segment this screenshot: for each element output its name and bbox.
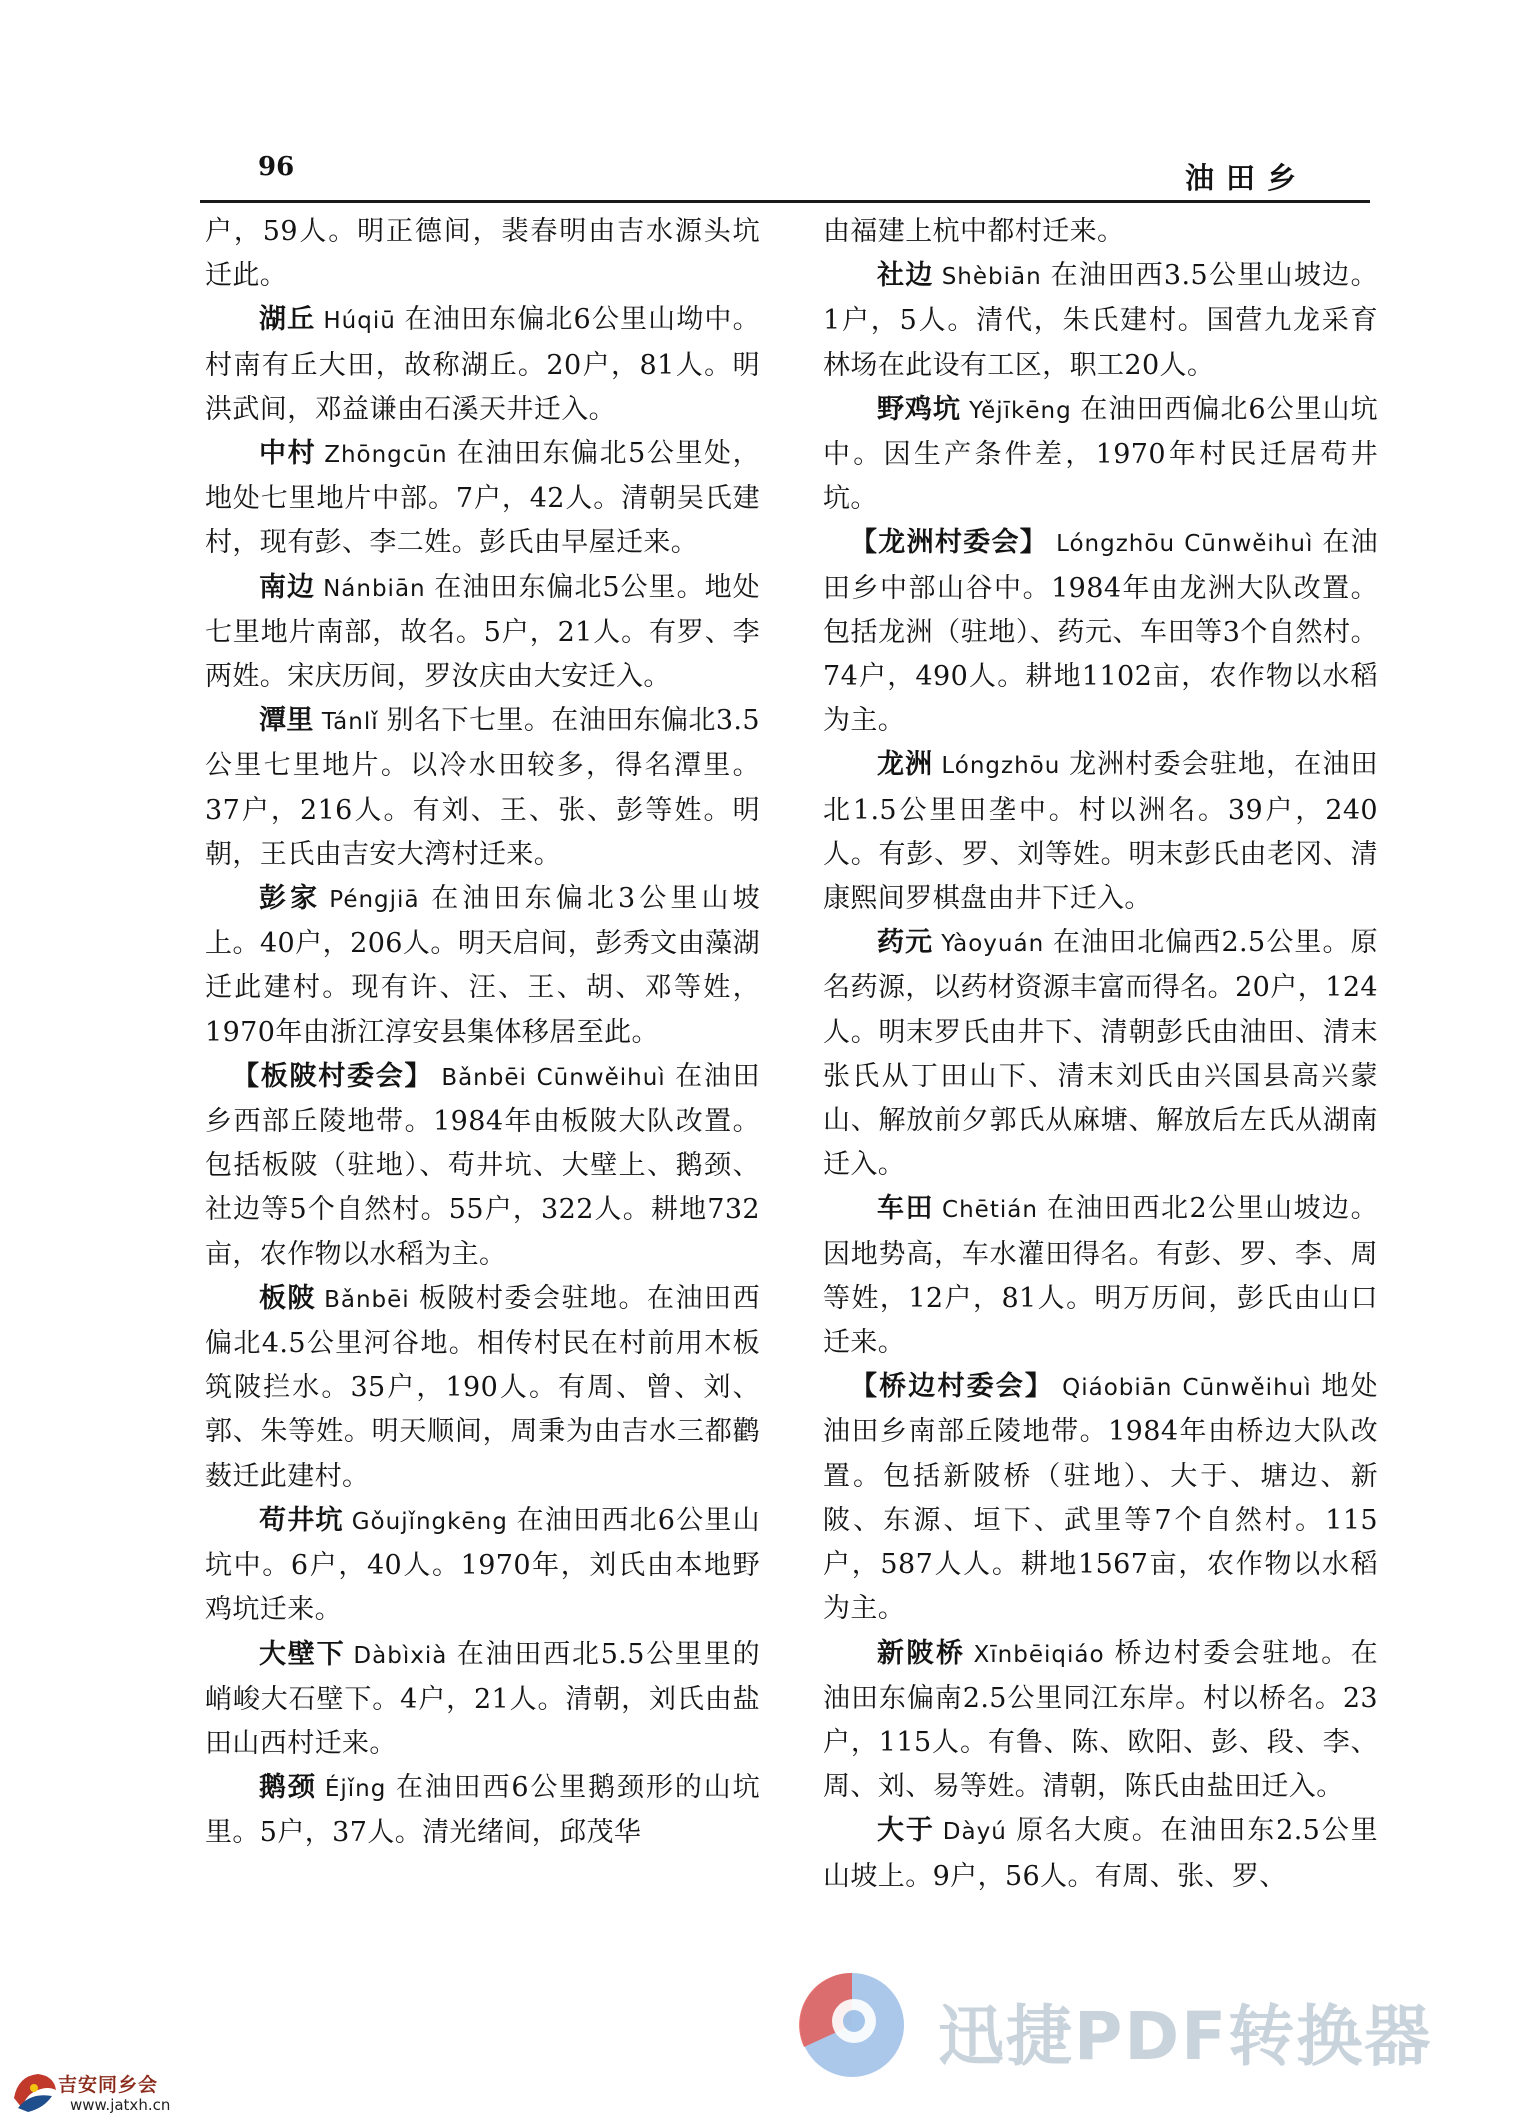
- entry-pinyin: Tánlǐ: [321, 709, 379, 736]
- entry-text: 板陂村委会驻地。在油田西偏北4.5公里河谷地。相传村民在村前用木板筑陂拦水。35户，190人。有周、曾、刘、郭、朱等姓。明天顺间，周秉为由吉水三都鹳薮迁此建村。: [205, 1282, 760, 1492]
- entry-term: 新陂桥: [877, 1637, 966, 1669]
- entry-term: 大壁下: [259, 1638, 346, 1670]
- village-entry: [205, 432, 760, 566]
- entry-text: 地处油田乡南部丘陵地带。1984年由桥边大队改置。包括新陂桥（驻地）、大于、塘边、新陂、东源、垣下、武里等7个自然村。115户，587人人。耕地1567亩，农作物以水稻为主。: [823, 1371, 1378, 1625]
- entry-text: 在油田西北6公里山坑中。6户，40人。1970年，刘氏由本地野鸡坑迁来。: [205, 1504, 761, 1626]
- entry-text: 在油田乡西部丘陵地带。1984年由板陂大队改置。包括板陂（驻地）、苟井坑、大壁上、鹅颈、社边等5个自然村。55户，322人。耕地732亩，农作物以水稻为主。: [205, 1060, 760, 1270]
- entry-text: 原名大庾。在油田东2.5公里山坡上。9户，56人。有周、张、罗、: [823, 1815, 1378, 1892]
- village-entry: [205, 1277, 760, 1499]
- entry-pinyin: Bǎnbēi: [324, 1286, 410, 1313]
- entry-pinyin: Bǎnbēi Cūnwěihuì: [441, 1064, 666, 1091]
- entry-text: 在油田东偏北6公里山坳中。村南有丘大田，故称湖丘。20户，81人。明洪武间，邓益谦由石溪天井迁入。: [205, 304, 760, 425]
- entry-term: 潭里: [259, 705, 314, 737]
- entry-term: 板陂: [259, 1282, 317, 1314]
- village-entry: [823, 743, 1378, 921]
- entry-term: 【板陂村委会】: [232, 1060, 434, 1092]
- village-entry: [205, 699, 760, 877]
- entry-pinyin: Lóngzhōu: [941, 753, 1061, 780]
- entry-text: 在油田北偏西2.5公里。原名药源，以药材资源丰富而得名。20户，124人。明末罗氏由井下、清朝彭氏由油田、清末张氏从丁田山下、清末刘氏由兴国县高兴蒙山、解放前夕郭氏从麻塘、解放后左氏从湖南迁入。: [823, 927, 1378, 1181]
- village-entry: [823, 921, 1378, 1187]
- entry-text: 在油田西北2公里山坡边。因地势高，车水灌田得名。有彭、罗、李、周等姓，12户，81人。明万历间，彭氏由山口迁来。: [823, 1193, 1378, 1359]
- entry-pinyin: Shèbiān: [941, 264, 1042, 291]
- entry-pinyin: Qiáobiān Cūnwěihuì: [1062, 1375, 1312, 1402]
- pdf-converter-logo-icon: [790, 1965, 915, 2085]
- entry-term: 龙洲: [877, 749, 934, 781]
- village-entry: [205, 1766, 760, 1855]
- entry-term: 鹅颈: [259, 1772, 317, 1804]
- entry-pinyin: Dàyú: [942, 1819, 1007, 1846]
- entry-text: 龙洲村委会驻地，在油田北1.5公里田垄中。村以洲名。39户，240人。有彭、罗、刘等姓。明末彭氏由老冈、清康熙间罗棋盘由井下迁入。: [823, 749, 1378, 915]
- entry-text: 户，59人。明正德间，裴春明由吉水源头坑迁此。: [205, 216, 760, 292]
- site-name: 吉安同乡会: [58, 2074, 159, 2096]
- entry-pinyin: Xīnbēiqiáo: [973, 1641, 1105, 1668]
- village-entry: [823, 1187, 1378, 1365]
- village-entry: [205, 298, 760, 432]
- entry-pinyin: Yějīkēng: [969, 397, 1072, 424]
- village-entry: [823, 254, 1378, 388]
- committee-entry: [823, 521, 1378, 743]
- entry-pinyin: Péngjiā: [329, 887, 420, 914]
- entry-term: 南边: [259, 571, 316, 603]
- entry-term: 中村: [259, 438, 317, 470]
- entry-pinyin: Éjǐng: [324, 1776, 387, 1803]
- continued-paragraph: [823, 210, 1378, 254]
- committee-entry: [205, 1055, 760, 1277]
- entry-term: 野鸡坑: [877, 393, 962, 425]
- continued-paragraph: [205, 210, 760, 298]
- village-entry: [823, 1632, 1378, 1810]
- entry-term: 大于: [877, 1815, 935, 1847]
- committee-entry: [823, 1365, 1378, 1631]
- entry-text: 在油田东偏北5公里处，地处七里地片中部。7户，42人。清朝吴氏建村，现有彭、李二姓。彭氏由早屋迁来。: [205, 438, 761, 559]
- entry-text: 别名下七里。在油田东偏北3.5公里七里地片。以冷水田较多，得名潭里。37户，216人。有刘、王、张、彭等姓。明朝，王氏由吉安大湾村迁来。: [205, 705, 760, 870]
- entry-text: 在油田乡中部山谷中。1984年由龙洲大队改置。包括龙洲（驻地）、药元、车田等3个自然村。74户，490人。耕地1102亩，农作物以水稻为主。: [823, 527, 1378, 737]
- village-entry: [205, 1499, 760, 1633]
- page-number: 96: [258, 152, 295, 182]
- entry-term: 湖丘: [259, 304, 316, 336]
- entry-text: 桥边村委会驻地。在油田东偏南2.5公里同江东岸。村以桥名。23户，115人。有鲁、陈、欧阳、彭、段、李、周、刘、易等姓。清朝，陈氏由盐田迁入。: [823, 1637, 1378, 1803]
- right-column: [823, 210, 1378, 1899]
- entry-text: 在油田西北5.5公里里的峭峻大石壁下。4户，21人。清朝，刘氏由盐田山西村迁来。: [205, 1638, 760, 1759]
- entry-term: 【龙洲村委会】: [850, 527, 1049, 559]
- village-entry: [205, 877, 760, 1055]
- village-entry: [205, 566, 760, 700]
- entry-text: 在油田西6公里鹅颈形的山坑里。5户，37人。清光绪间，邱茂华: [205, 1772, 760, 1849]
- site-url: www.jatxh.cn: [70, 2096, 171, 2114]
- site-logo: [8, 2068, 178, 2118]
- entry-term: 车田: [877, 1193, 934, 1225]
- entry-pinyin: Húqiū: [323, 308, 396, 335]
- left-column: [205, 210, 760, 1856]
- entry-text: 在油田东偏北5公里。地处七里地片南部，故名。5户，21人。有罗、李两姓。宋庆历间，罗汝庆由大安迁入。: [205, 571, 760, 693]
- entry-text: 由福建上杭中都村迁来。: [823, 216, 1125, 247]
- entry-term: 【桥边村委会】: [850, 1371, 1055, 1403]
- entry-pinyin: Gǒujǐngkēng: [351, 1508, 508, 1535]
- village-entry: [823, 1809, 1378, 1898]
- site-emblem-icon: [8, 2068, 60, 2118]
- entry-pinyin: Yàoyuán: [941, 931, 1045, 958]
- entry-pinyin: Dàbìxià: [353, 1642, 448, 1669]
- entry-text: 在油田西偏北6公里山坑中。因生产条件差，1970年村民迁居苟井坑。: [823, 393, 1379, 515]
- entry-term: 彭家: [259, 883, 322, 915]
- entry-pinyin: Zhōngcūn: [324, 442, 448, 469]
- village-entry: [205, 1633, 760, 1767]
- running-head: 油田乡: [1184, 161, 1308, 195]
- entry-text: 在油田东偏北3公里山坡上。40户，206人。明天启间，彭秀文由藻湖迁此建村。现有许、汪、王、胡、邓等姓，1970年由浙江淳安县集体移居至此。: [205, 883, 760, 1048]
- entry-pinyin: Chētián: [942, 1197, 1038, 1224]
- entry-pinyin: Lóngzhōu Cūnwěihuì: [1056, 531, 1314, 558]
- watermark: [790, 1965, 1510, 2085]
- entry-term: 苟井坑: [259, 1504, 344, 1536]
- entry-text: 在油田西3.5公里山坡边。1户，5人。清代，朱氏建村。国营九龙采育林场在此设有工区，职工20人。: [823, 260, 1378, 381]
- header-rule: [200, 200, 1370, 203]
- watermark-text: 迅捷PDF转换器: [938, 1998, 1433, 2075]
- entry-term: 社边: [877, 260, 934, 292]
- entry-pinyin: Nánbiān: [323, 575, 426, 602]
- entry-term: 药元: [877, 927, 934, 959]
- village-entry: [823, 388, 1378, 522]
